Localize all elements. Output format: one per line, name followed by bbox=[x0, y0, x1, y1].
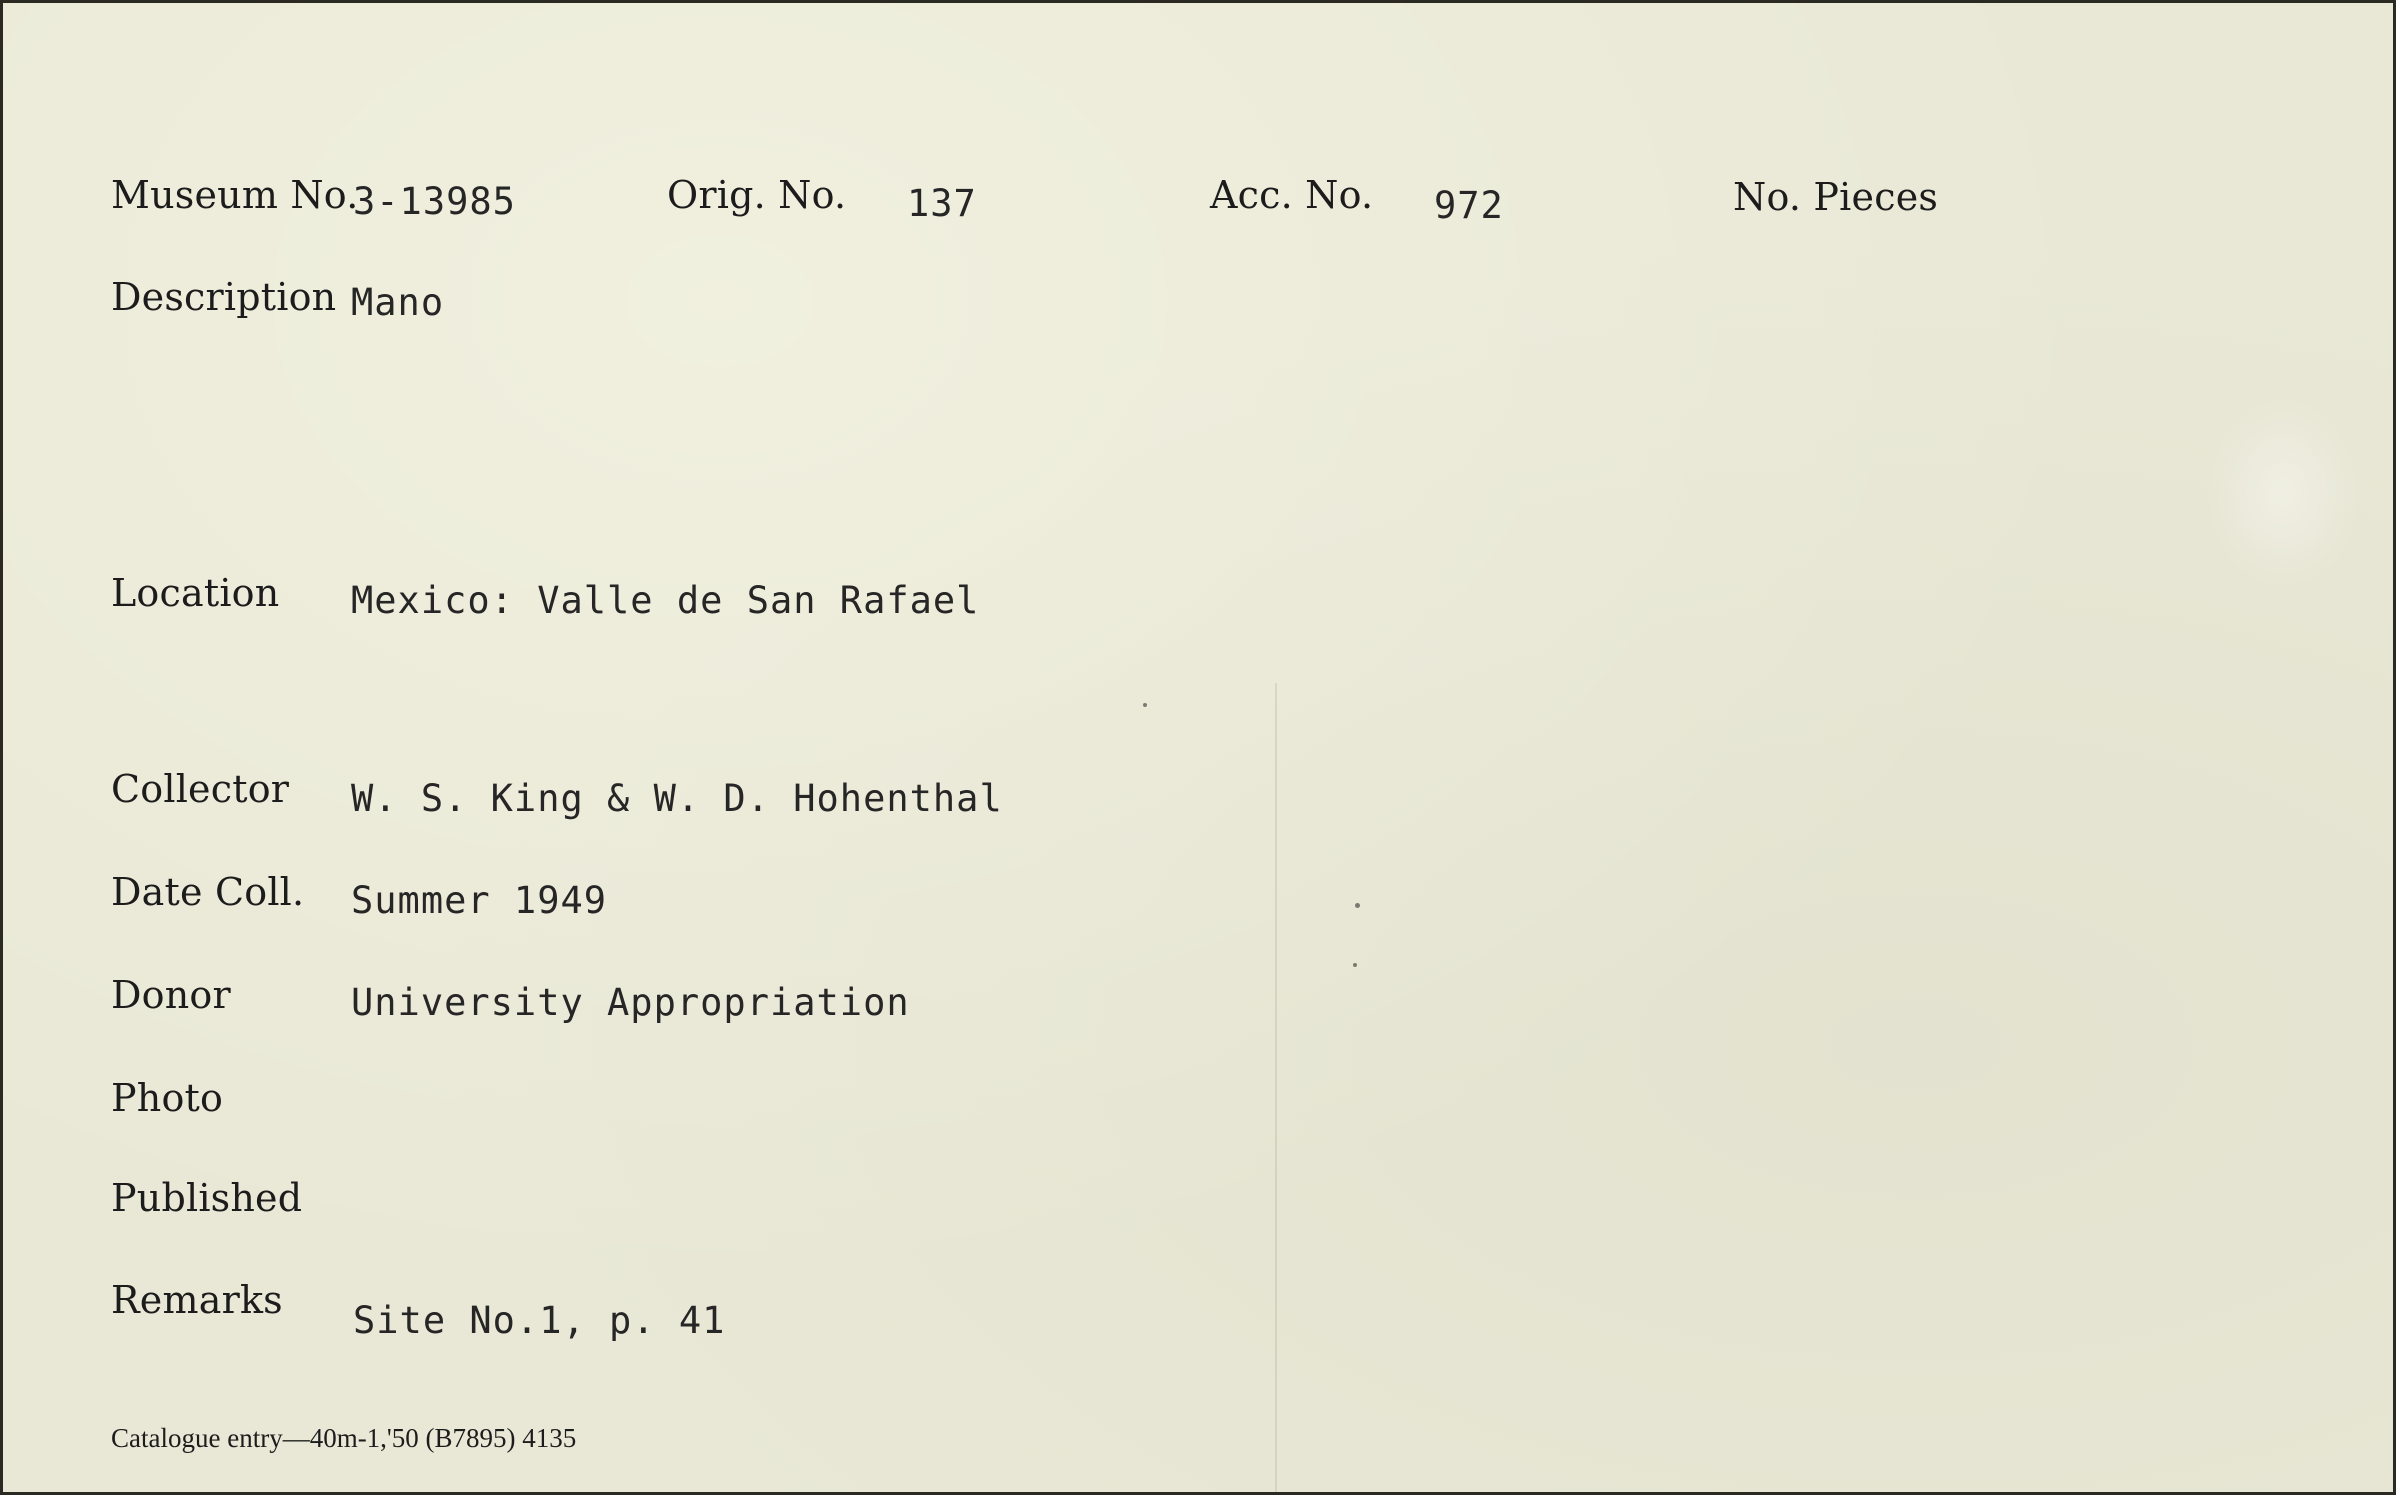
museum-no-value: 3-13985 bbox=[353, 180, 516, 223]
catalogue-entry-footer: Catalogue entry—40m-1,'50 (B7895) 4135 bbox=[111, 1423, 577, 1453]
acc-no-value: 972 bbox=[1434, 184, 1504, 227]
orig-no-value: 137 bbox=[907, 182, 977, 225]
donor-label: Donor bbox=[111, 973, 231, 1017]
remarks-value: Site No.1, p. 41 bbox=[353, 1299, 726, 1342]
no-pieces-label: No. Pieces bbox=[1733, 175, 1939, 219]
collector-value: W. S. King & W. D. Hohenthal bbox=[351, 777, 1003, 820]
donor-value: University Appropriation bbox=[351, 981, 910, 1024]
photo-label: Photo bbox=[111, 1076, 224, 1120]
description-label: Description bbox=[111, 275, 337, 319]
published-label: Published bbox=[111, 1176, 303, 1220]
date-coll-value: Summer 1949 bbox=[351, 879, 608, 922]
paper-crease bbox=[1275, 683, 1277, 1495]
acc-no-label: Acc. No. bbox=[1210, 173, 1374, 217]
museum-no-label: Museum No. bbox=[111, 173, 359, 217]
paper-speck bbox=[1143, 703, 1147, 707]
paper-speck bbox=[1355, 903, 1360, 908]
paper-scuff bbox=[2203, 393, 2363, 593]
paper-speck bbox=[1353, 963, 1357, 967]
location-label: Location bbox=[111, 571, 280, 615]
description-value: Mano bbox=[351, 281, 445, 324]
collector-label: Collector bbox=[111, 767, 290, 811]
orig-no-label: Orig. No. bbox=[667, 173, 847, 217]
location-value: Mexico: Valle de San Rafael bbox=[351, 579, 980, 622]
remarks-label: Remarks bbox=[111, 1278, 283, 1322]
date-coll-label: Date Coll. bbox=[111, 870, 305, 914]
